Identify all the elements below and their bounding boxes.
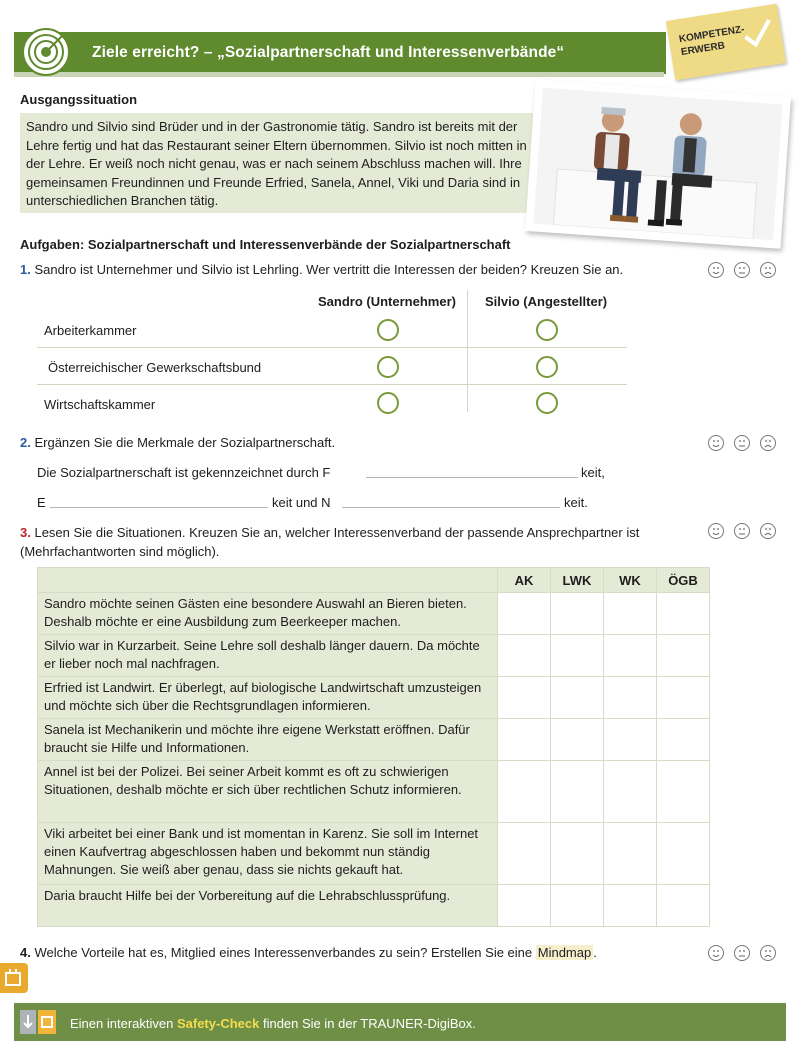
page-title: Ziele erreicht? – „Sozialpartnerschaft und Interessenverbände“ — [92, 44, 565, 61]
table-row — [38, 593, 710, 635]
check-cell[interactable] — [551, 761, 604, 823]
header-ak: AK — [498, 568, 551, 593]
footer-pre: Einen interaktiven — [70, 1016, 174, 1031]
table-header-row — [38, 568, 710, 593]
check-cell[interactable] — [604, 823, 657, 885]
situation-text-cell: Sandro möchte seinen Gästen eine besondere Auswahl an Bieren bieten. Deshalb möchte er eine Ausbildung zum Beerkeeper machen. — [38, 593, 498, 635]
row-wirtschaftskammer: Wirtschaftskammer — [44, 397, 156, 412]
happy-smiley-icon[interactable] — [708, 435, 724, 451]
q2-line2-end: keit. — [564, 495, 588, 510]
fill-blank-e[interactable] — [50, 495, 268, 508]
question-4-number: 4. — [20, 945, 31, 960]
q2-line1-end: keit, — [581, 465, 605, 480]
check-cell[interactable] — [604, 885, 657, 927]
header-oegb: ÖGB — [657, 568, 710, 593]
check-cell[interactable] — [498, 761, 551, 823]
sad-smiley-icon[interactable] — [760, 945, 776, 961]
header-wk: WK — [604, 568, 657, 593]
happy-smiley-icon[interactable] — [708, 523, 724, 539]
q2-line2-b: keit und N — [272, 495, 331, 510]
question-3-text: Lesen Sie die Situationen. Kreuzen Sie an, welcher Interessenverband der passende Ansprechpartner ist (Mehrfachantworten sind möglich). — [20, 525, 640, 559]
table-row — [38, 823, 710, 885]
safety-check-link[interactable]: Safety-Check — [176, 1016, 260, 1031]
question-1-number: 1. — [20, 262, 31, 277]
row-arbeiterkammer: Arbeiterkammer — [44, 323, 137, 338]
check-cell[interactable] — [498, 677, 551, 719]
header-lwk: LWK — [551, 568, 604, 593]
question-2-text: Ergänzen Sie die Merkmale der Sozialpartnerschaft. — [34, 435, 336, 450]
question-4 — [20, 945, 597, 960]
question-4-text: Welche Vorteile hat es, Mitglied eines Interessenverbandes zu sein? Erstellen Sie eine — [34, 945, 533, 960]
footer-post: finden Sie in der TRAUNER-DigiBox. — [262, 1016, 476, 1031]
badge-line-1: KOMPETENZ- — [678, 24, 746, 46]
check-cell[interactable] — [604, 593, 657, 635]
check-cell[interactable] — [498, 635, 551, 677]
situation-text-cell: Sanela ist Mechanikerin und möchte ihre eigene Werkstatt eröffnen. Dafür braucht sie Hilfe und Informationen. — [38, 719, 498, 761]
check-cell[interactable] — [551, 719, 604, 761]
check-cell[interactable] — [657, 677, 710, 719]
question-3 — [20, 523, 700, 561]
check-cell[interactable] — [498, 719, 551, 761]
check-cell[interactable] — [604, 761, 657, 823]
checkbox-sandro-oegb[interactable] — [377, 356, 399, 378]
situation-text-cell: Erfried ist Landwirt. Er überlegt, auf biologische Landwirtschaft umzusteigen und möchte sich über die Rechtsgrundlagen informieren. — [38, 677, 498, 719]
column-divider — [467, 290, 468, 412]
fill-blank-f[interactable] — [366, 465, 578, 478]
check-cell[interactable] — [551, 593, 604, 635]
situation-text: Sandro und Silvio sind Brüder und in der Gastronomie tätig. Sandro ist bereits mit der Lehre fertig und hat das Restaurant seiner Eltern übernommen. Silvio ist noch mitten in der Lehre. Er weiß noch nicht genau, was er nach seinem Abschluss machen will. Ihre gemeinsamen Freundinnen und Freunde Erfried, Sanela, Annel, Viki und Daria sind in unterschiedlichen Branchen tätig. — [26, 119, 527, 208]
neutral-smiley-icon[interactable] — [734, 523, 750, 539]
row-oegb: Österreichischer Gewerkschaftsbund — [48, 360, 262, 375]
question-4-end: . — [593, 945, 597, 960]
fill-blank-n[interactable] — [342, 495, 560, 508]
self-assessment-3[interactable] — [708, 523, 776, 539]
check-cell[interactable] — [498, 885, 551, 927]
question-1 — [20, 262, 623, 277]
col-silvio: Silvio (Angestellter) — [485, 294, 608, 309]
situation-text-cell: Silvio war in Kurzarbeit. Seine Lehre soll deshalb länger dauern. Da möchte er lieber noch mal nachfragen. — [38, 635, 498, 677]
sad-smiley-icon[interactable] — [760, 262, 776, 278]
mindmap-term: Mindmap — [537, 945, 592, 960]
check-cell[interactable] — [657, 761, 710, 823]
checkbox-silvio-wk[interactable] — [536, 392, 558, 414]
check-cell[interactable] — [498, 823, 551, 885]
table-row — [38, 677, 710, 719]
table-row — [38, 719, 710, 761]
happy-smiley-icon[interactable] — [708, 262, 724, 278]
check-cell[interactable] — [551, 823, 604, 885]
checkbox-sandro-ak[interactable] — [377, 319, 399, 341]
competence-badge — [666, 4, 786, 81]
neutral-smiley-icon[interactable] — [734, 435, 750, 451]
check-cell[interactable] — [657, 593, 710, 635]
col-sandro: Sandro (Unternehmer) — [318, 294, 456, 309]
question-2-number: 2. — [20, 435, 31, 450]
happy-smiley-icon[interactable] — [708, 945, 724, 961]
situations-table — [37, 567, 710, 927]
badge-text — [678, 23, 747, 59]
check-cell[interactable] — [657, 719, 710, 761]
check-cell[interactable] — [604, 635, 657, 677]
sad-smiley-icon[interactable] — [760, 435, 776, 451]
neutral-smiley-icon[interactable] — [734, 262, 750, 278]
photo-frame — [525, 79, 791, 248]
table-row — [38, 885, 710, 927]
check-cell[interactable] — [604, 719, 657, 761]
self-assessment-4[interactable] — [708, 945, 776, 961]
situation-text-cell: Annel ist bei der Polizei. Bei seiner Arbeit kommt es oft zu schwierigen Situationen, deshalb möchte er sich über rechtlichen Schutz informieren. — [38, 761, 498, 823]
table-row — [38, 761, 710, 823]
check-cell[interactable] — [657, 635, 710, 677]
digibox-icon[interactable] — [20, 1008, 60, 1036]
checkbox-silvio-oegb[interactable] — [536, 356, 558, 378]
situation-text-cell: Viki arbeitet bei einer Bank und ist momentan in Karenz. Sie soll im Internet einen Kaufvertrag abgeschlossen haben und bekommt nun ständig Mahnungen. Sie weiß aber genau, dass sie nichts gekauft hat. — [38, 823, 498, 885]
question-1-text: Sandro ist Unternehmer und Silvio ist Lehrling. Wer vertritt die Interessen der beiden? Kreuzen Sie an. — [34, 262, 624, 277]
toolbox-icon — [0, 963, 28, 993]
check-cell[interactable] — [604, 677, 657, 719]
check-cell[interactable] — [551, 677, 604, 719]
check-cell[interactable] — [657, 885, 710, 927]
checkbox-sandro-wk[interactable] — [377, 392, 399, 414]
target-icon — [22, 28, 70, 76]
badge-line-2: ERWERB — [680, 40, 726, 59]
check-cell[interactable] — [551, 885, 604, 927]
q2-line2-a: E — [37, 495, 46, 510]
footer-text — [70, 1016, 476, 1031]
q2-line1-start: Die Sozialpartnerschaft ist gekennzeichnet durch F — [37, 465, 331, 480]
brothers-photo — [534, 88, 783, 240]
sad-smiley-icon[interactable] — [760, 523, 776, 539]
tasks-title: Aufgaben: Sozialpartnerschaft und Interessenverbände der Sozialpartnerschaft — [20, 237, 511, 252]
check-cell[interactable] — [657, 823, 710, 885]
table-row — [38, 635, 710, 677]
header-shadow — [14, 72, 664, 77]
situation-title: Ausgangssituation — [20, 92, 138, 107]
header-blank — [38, 568, 498, 593]
row-divider — [37, 384, 627, 385]
question-2 — [20, 435, 335, 450]
situation-text-cell: Daria braucht Hilfe bei der Vorbereitung auf die Lehrabschlussprüfung. — [38, 885, 498, 927]
checkbox-silvio-ak[interactable] — [536, 319, 558, 341]
self-assessment-2[interactable] — [708, 435, 776, 451]
check-cell[interactable] — [498, 593, 551, 635]
checkmark-icon — [739, 14, 778, 53]
question-3-number: 3. — [20, 525, 31, 540]
check-cell[interactable] — [551, 635, 604, 677]
self-assessment-1[interactable] — [708, 262, 776, 278]
neutral-smiley-icon[interactable] — [734, 945, 750, 961]
row-divider — [37, 347, 627, 348]
